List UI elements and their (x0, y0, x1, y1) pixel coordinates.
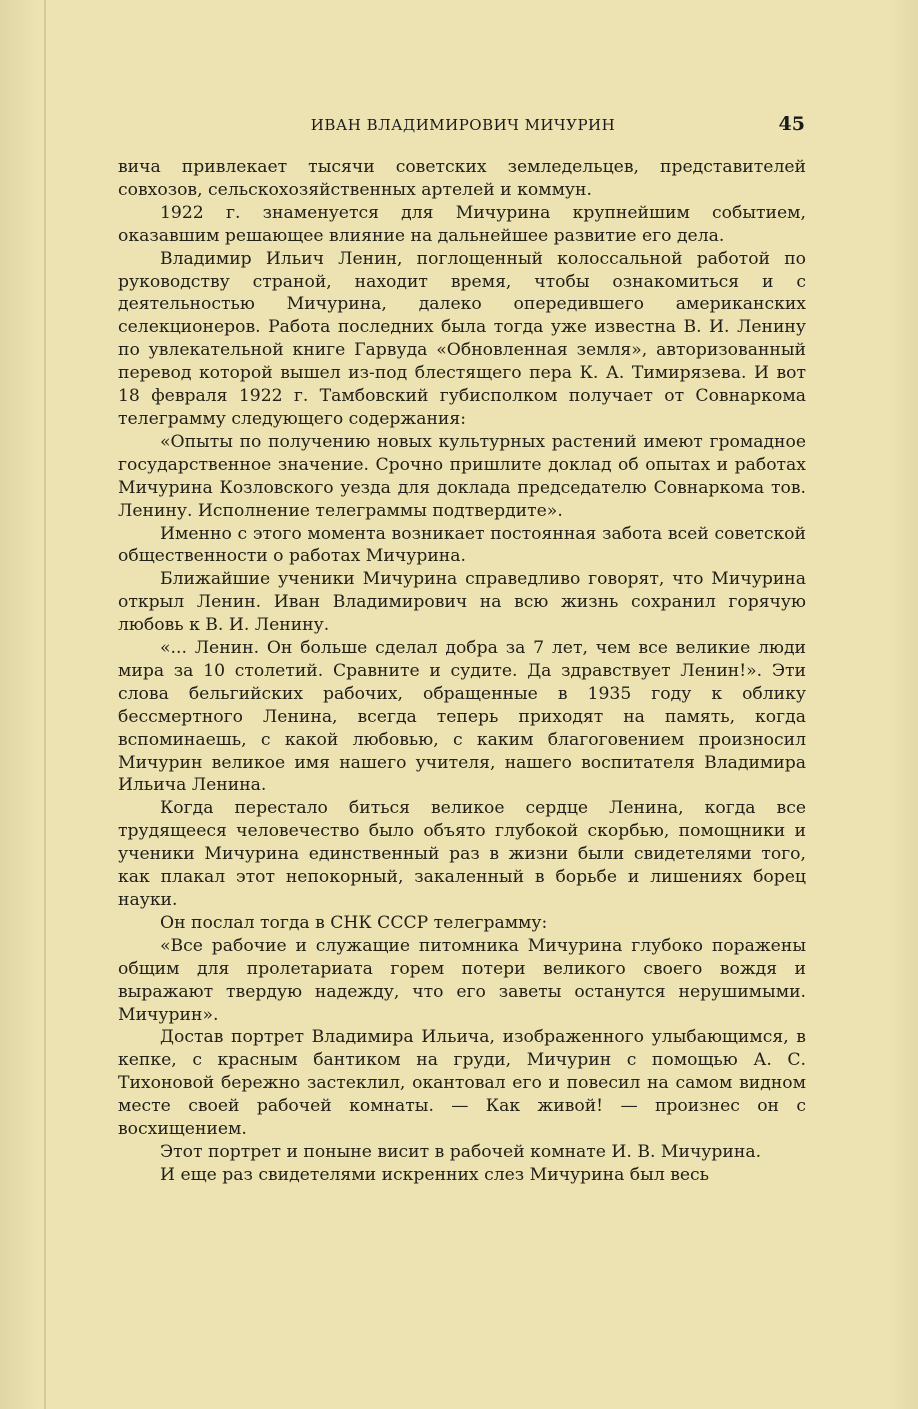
telegram-quote: «Опыты по получению новых культурных растений имеют громадное государственное значение. Срочно пришлите доклад об опытах и работах Мичурина Козловского уезда для доклада председателю Совнаркома тов. Ленину. Исполнение телеграммы подтвердите». (118, 431, 806, 521)
paragraph: 1922 г. знаменуется для Мичурина крупнейшим событием, оказавшим решающее влияние на дальнейшее развитие его дела. (118, 202, 806, 246)
running-header (118, 113, 808, 137)
paragraph-last: И еще раз свидетелями искренних слез Мичурина был весь (160, 1164, 710, 1185)
paragraph: Ближайшие ученики Мичурина справедливо говорят, что Мичурина открыл Ленин. Иван Владимирович на всю жизнь сохранил горячую любовь к В. И. Ленину. (118, 569, 806, 636)
body-text (118, 156, 806, 1187)
paragraph: «... Ленин. Он больше сделал добра за 7 лет, чем все великие люди мира за 10 столетий. Сравните и судите. Да здравствует Ленин!». Эти слова бельгийских рабочих, обращенные в 1935 году к облику бессмертного Ленина, всегда теперь приходят на память, когда вспоминаешь, с какой любовью, с каким благоговением произносил Мичурин великое имя нашего учителя, нашего воспитателя Владимира Ильича Ленина. (118, 638, 806, 796)
paragraph: Он послал тогда в СНК СССР телеграмму: (160, 912, 548, 933)
page-number: 45 (778, 113, 805, 135)
paragraph: Когда перестало биться великое сердце Ленина, когда все трудящееся человечество было объято глубокой скорбью, помощники и ученики Мичурина единственный раз в жизни были свидетелями того, как плакал этот непокорный, закаленный в борьбе и лишениях борец науки. (118, 798, 806, 910)
paragraph: Именно с этого момента возникает постоянная забота всей советской общественности о работах Мичурина. (118, 523, 806, 567)
running-title: ИВАН ВЛАДИМИРОВИЧ МИЧУРИН (310, 116, 616, 134)
paragraph-continuation: вича привлекает тысячи советских земледельцев, представителей совхозов, сельскохозяйственных артелей и коммун. (118, 157, 806, 200)
telegram-quote: «Все рабочие и служащие питомника Мичурина глубоко поражены общим для пролетариата горем потери великого своего вождя и выражают твердую надежду, что его заветы останутся нерушимыми. Мичурин». (118, 935, 806, 1025)
paragraph: Этот портрет и поныне висит в рабочей комнате И. В. Мичурина. (160, 1141, 762, 1162)
page-edge-shadow (44, 0, 46, 1409)
paragraph: Достав портрет Владимира Ильича, изображенного улыбающимся, в кепке, с красным бантиком на груди, Мичурин с помощью А. С. Тихоновой бережно застеклил, окантовал его и повесил на самом видном месте своей рабочей комнаты. — Как живой! — произнес он с восхищением. (118, 1027, 806, 1140)
paragraph: Владимир Ильич Ленин, поглощенный колоссальной работой по руководству страной, находит время, чтобы ознакомиться и с деятельностью Мичурина, далеко опередившего американских селекционеров. Работа последних была тогда уже известна В. И. Ленину по увлекательной книге Гарвуда «Обновленная земля», авторизованный перевод которой вышел из-под блестящего пера К. А. Тимирязева. И вот 18 февраля 1922 г. Тамбовский губисполком получает от Совнаркома телеграмму следующего содержания: (118, 248, 806, 429)
